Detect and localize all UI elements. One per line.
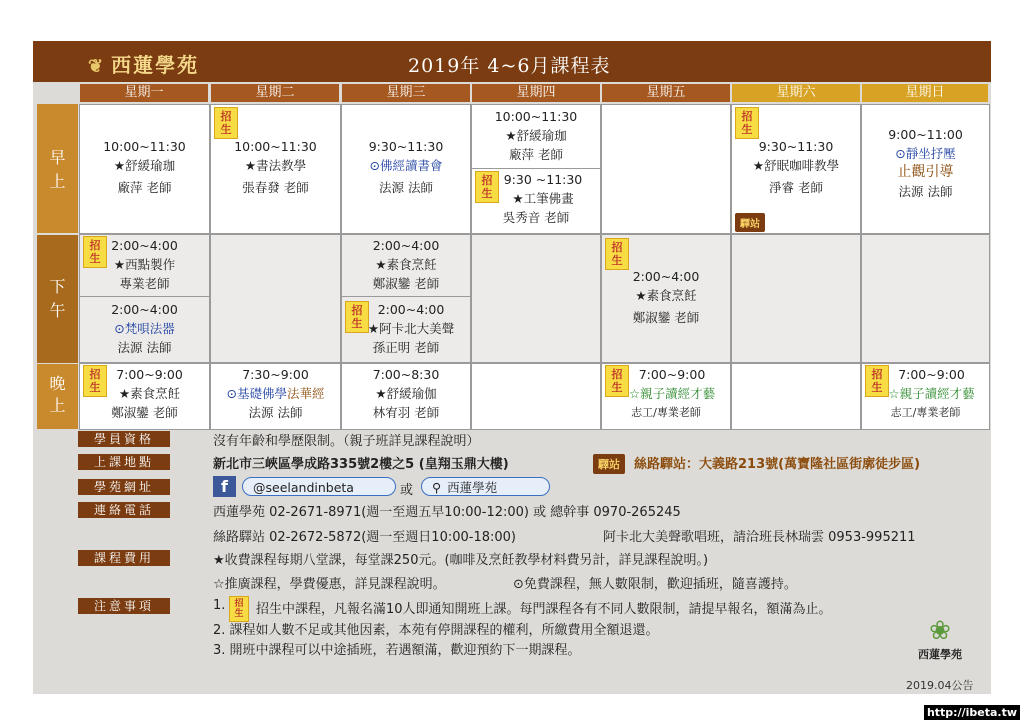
cell-tue-pm [210,234,341,363]
class-fri-ev: 7:00~9:00 ☆親子讀經才藝 志工/專業老師 [628,367,716,419]
cell-wed-ev [341,363,471,430]
class-mon-pm-1: 2:00~4:00 ★西點製作 專業老師 [111,238,178,291]
class-wed-am: 9:30~11:30 ⊙佛經讀書會 法源 法師 [368,139,444,195]
search-box[interactable]: ⚲ 西蓮學苑 [421,477,550,496]
class-wed-pm-1: 2:00~4:00 ★素食烹飪 鄭淑鑾 老師 [372,238,440,291]
recruiting-badge: 招 生 [83,365,107,397]
period-morning: 早 上 [37,104,78,233]
fee-line-1: ★收費課程每期八堂課，每堂課250元。(咖啡及烹飪教學材料費另計，詳見課程說明。) [213,553,709,568]
day-header-wed: 星期三 [342,84,470,102]
fee-line-2: ☆推廣課程，學費優惠，詳見課程說明。 [213,577,446,592]
watermark-url: http://ibeta.tw [924,705,1020,720]
lotus-icon: ❦ [88,56,106,77]
page-title: 2019年 4~6月課程表 [408,55,611,77]
cell-tue-ev [210,363,341,430]
facebook-handle[interactable]: @seelandinbeta [242,477,396,496]
recruiting-badge: 招 生 [229,596,249,622]
post-station-tag: 驛站 [593,454,625,474]
cell-thu-ev [471,363,601,430]
note-2-text: 2. 課程如人數不足或其他因素，本苑有停開課程的權利，所繳費用全額退還。 [213,623,659,638]
or-text: 或 [400,483,414,498]
label-fee: 課程費用 [78,550,170,566]
recruiting-badge: 招 生 [345,301,369,333]
label-eligibility: 學員資格 [78,431,170,447]
cell-sat-pm [731,234,861,363]
class-tue-am: 10:00~11:30 ★書法教學 張春發 老師 [234,139,317,195]
phone-line-2: 絲路驛站 02-2672-5872(週一至週日10:00-18:00) [213,530,516,545]
schedule-sheet [33,41,991,694]
recruiting-badge: 招 生 [605,238,629,270]
class-mon-pm-2: 2:00~4:00 ⊙梵唄法器 法源 法師 [111,302,178,355]
label-website: 學苑網址 [78,479,170,495]
cell-thu-pm [471,234,601,363]
leaf-icon: ❀ [929,616,951,646]
footer-logo: ❀ 西蓮學苑 [910,616,970,662]
class-sun-am: 9:00~11:00 ⊙靜坐抒壓 止觀引導 法源 法師 [888,127,963,199]
day-header-mon: 星期一 [80,84,208,102]
class-wed-pm-2: 2:00~4:00 ★阿卡北大美聲 孫正明 老師 [367,302,455,355]
recruiting-badge: 招 生 [214,107,238,139]
cell-sat-ev [731,363,861,430]
recruiting-badge: 招 生 [83,236,107,268]
note-1-text: 招生中課程，凡報名滿10人即通知開班上課。每門課程各有不同人數限制，請提早報名，額滿為止。 [256,602,832,617]
cell-sat-am [731,104,861,234]
cell-sun-ev [861,363,990,430]
cell-wed-am [341,104,471,234]
note-3-text: 3. 開班中課程可以中途插班，若遇額滿，歡迎預約下一期課程。 [213,643,581,658]
location-text: 新北市三峽區學成路335號2樓之5 (皇翔玉鼎大樓) [213,457,509,472]
label-notes: 注意事項 [78,598,170,614]
label-phone: 連絡電話 [78,502,170,518]
day-header-thu: 星期四 [472,84,600,102]
brand-logo: ❦ 西蓮學苑 [88,53,200,77]
cell-sun-am [861,104,990,234]
cell-mon-pm-2 [79,296,210,363]
phone-line-3: 阿卡北大美聲歌唱班，請洽班長林瑞雲 0953-995211 [603,530,916,545]
class-sat-am: 9:30~11:30 ★舒眠咖啡教學 淨睿 老師 [752,139,840,195]
phone-line-1: 西蓮學苑 02-2671-8971(週一至週五早10:00-12:00) 或 總幹事 0970-265245 [213,505,681,520]
recruiting-badge: 招 生 [865,365,889,397]
period-evening: 晚 上 [37,364,78,429]
day-header-sun: 星期日 [862,84,988,102]
cell-wed-pm-1 [341,234,471,297]
class-fri-pm: 2:00~4:00 ★素食烹飪 鄭淑鑾 老師 [632,269,700,325]
period-afternoon: 下 午 [37,235,78,363]
cell-fri-pm [601,234,731,363]
class-mon-am: 10:00~11:30 ★舒緩瑜珈 廠萍 老師 [103,139,186,195]
class-wed-ev: 7:00~8:30 ★舒緩瑜伽 林宥羽 老師 [372,367,440,420]
class-sun-ev: 7:00~9:00 ☆親子讀經才藝 志工/專業老師 [888,367,975,419]
class-tue-ev: 7:30~9:00 ⊙基礎佛學法華經 法源 法師 [226,367,325,420]
cell-mon-am [79,104,210,234]
class-thu-am-1: 10:00~11:30 ★舒緩瑜珈 廠萍 老師 [494,109,578,162]
recruiting-badge: 招 生 [475,171,499,203]
cell-fri-am [601,104,731,234]
cell-mon-pm-1 [79,234,210,297]
cell-thu-am-1 [471,104,601,169]
day-header-fri: 星期五 [602,84,730,102]
day-header-tue: 星期二 [211,84,339,102]
cell-tue-am [210,104,341,234]
post-location-text: 絲路驛站：大義路213號(萬寶隆社區街廓徒步區) [634,457,921,472]
cell-wed-pm-2 [341,296,471,363]
label-location: 上課地點 [78,454,170,470]
post-station-tag: 驛站 [735,213,765,232]
cell-mon-ev [79,363,210,430]
search-icon: ⚲ [432,480,442,495]
cell-sun-pm [861,234,990,363]
recruiting-badge: 招 生 [605,365,629,397]
facebook-icon[interactable]: f [213,476,236,497]
class-thu-am-2: 9:30 ~11:30 ★工筆佛畫 吳秀音 老師 [502,172,583,225]
header-bar [33,41,991,82]
issue-date: 2019.04公告 [906,679,974,692]
cell-fri-ev [601,363,731,430]
eligibility-text: 沒有年齡和學歷限制。（親子班詳見課程說明） [213,434,480,449]
note-1-number: 1. [213,598,226,613]
fee-line-3: ⊙免費課程，無人數限制，歡迎插班，隨喜護持。 [513,577,797,592]
cell-thu-am-2 [471,168,601,234]
day-header-sat: 星期六 [732,84,860,102]
class-mon-ev: 7:00~9:00 ★素食烹飪 鄭淑鑾 老師 [111,367,183,420]
recruiting-badge: 招 生 [735,107,759,139]
